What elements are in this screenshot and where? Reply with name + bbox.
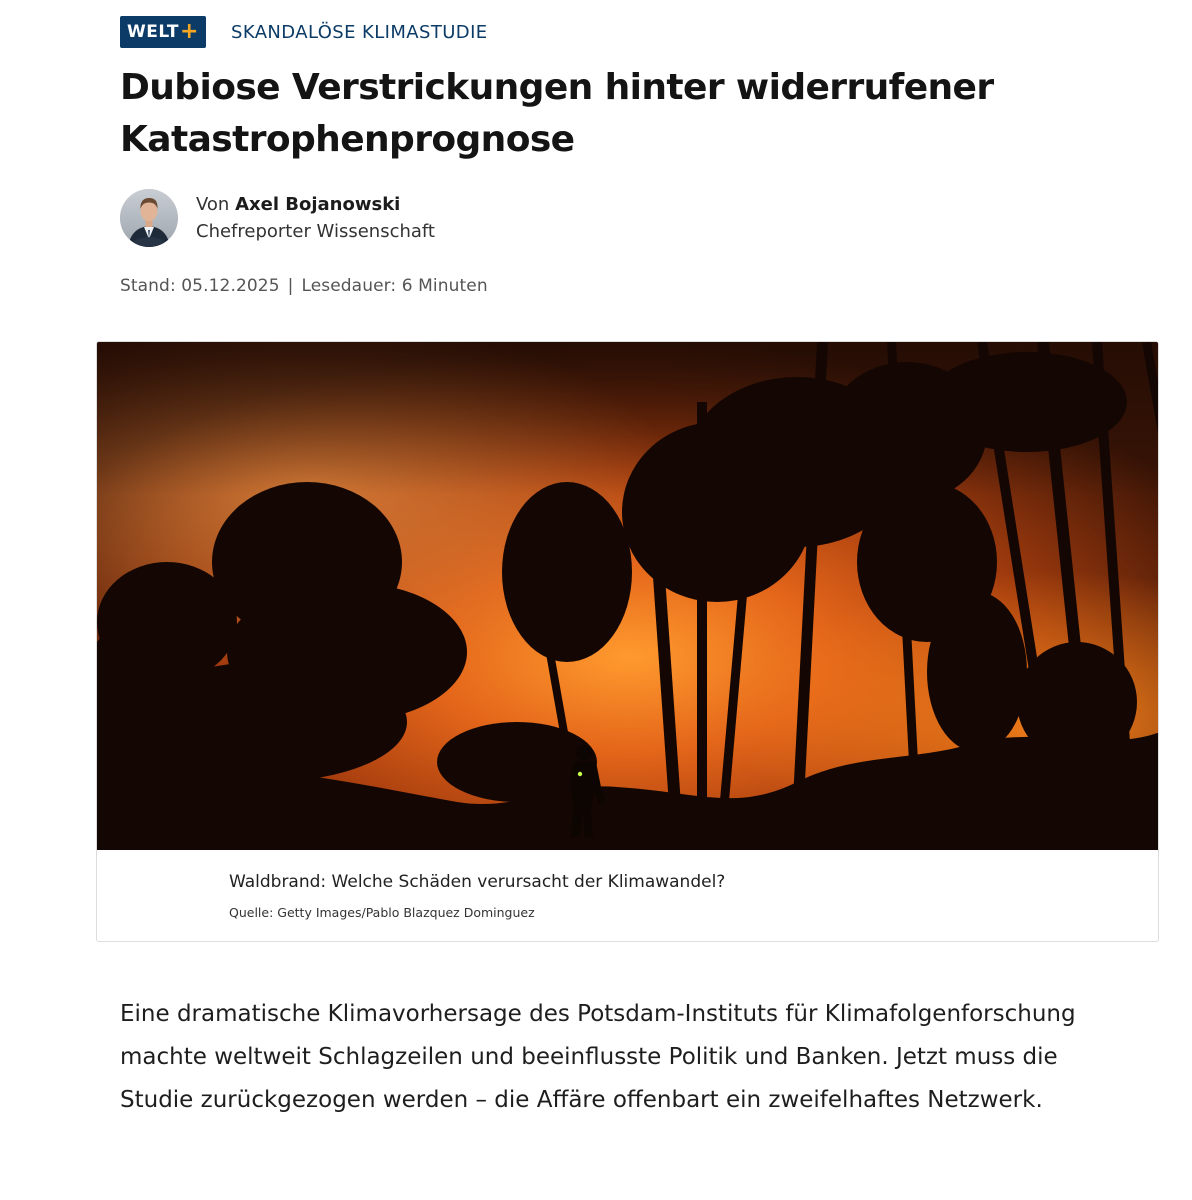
author-role: Chefreporter Wissenschaft [196, 221, 435, 242]
page-title: Dubiose Verstrickungen hinter widerrufener Katastrophenprognose [120, 67, 994, 160]
article-lead: Eine dramatische Klimavorhersage des Potsdam-Instituts für Klimafolgenforschung machte weltweit Schlagzeilen und beeinflusste Politik und Banken. Jetzt muss die Studie zurückgezogen werden – die Affäre offenbart ein zweifelhaftes Netzwerk. [120, 1001, 1076, 1113]
brand-label: WELT [127, 22, 180, 42]
avatar[interactable] [120, 189, 178, 247]
topic-kicker[interactable]: SKANDALÖSE KLIMASTUDIE [231, 21, 488, 43]
author-name-link[interactable]: Axel Bojanowski [235, 194, 401, 215]
figure-credit: Quelle: Getty Images/Pablo Blazquez Dominguez [229, 905, 535, 920]
figure-caption: Waldbrand: Welche Schäden verursacht der Klimawandel? [229, 872, 726, 892]
brand-plus-icon: + [180, 19, 199, 44]
article-meta [120, 276, 488, 296]
article-kicker-row [120, 15, 488, 49]
author-prefix: Von [196, 194, 230, 215]
meta-separator: | [287, 276, 294, 296]
publish-date: Stand: 05.12.2025 [120, 276, 280, 296]
author-byline [120, 189, 435, 247]
reading-time: Lesedauer: 6 Minuten [301, 276, 488, 296]
author-text [196, 191, 435, 245]
article-figure [96, 341, 1159, 942]
author-portrait-icon [120, 189, 178, 247]
forest-fire-image[interactable] [97, 342, 1159, 850]
welt-plus-badge[interactable] [120, 16, 206, 48]
